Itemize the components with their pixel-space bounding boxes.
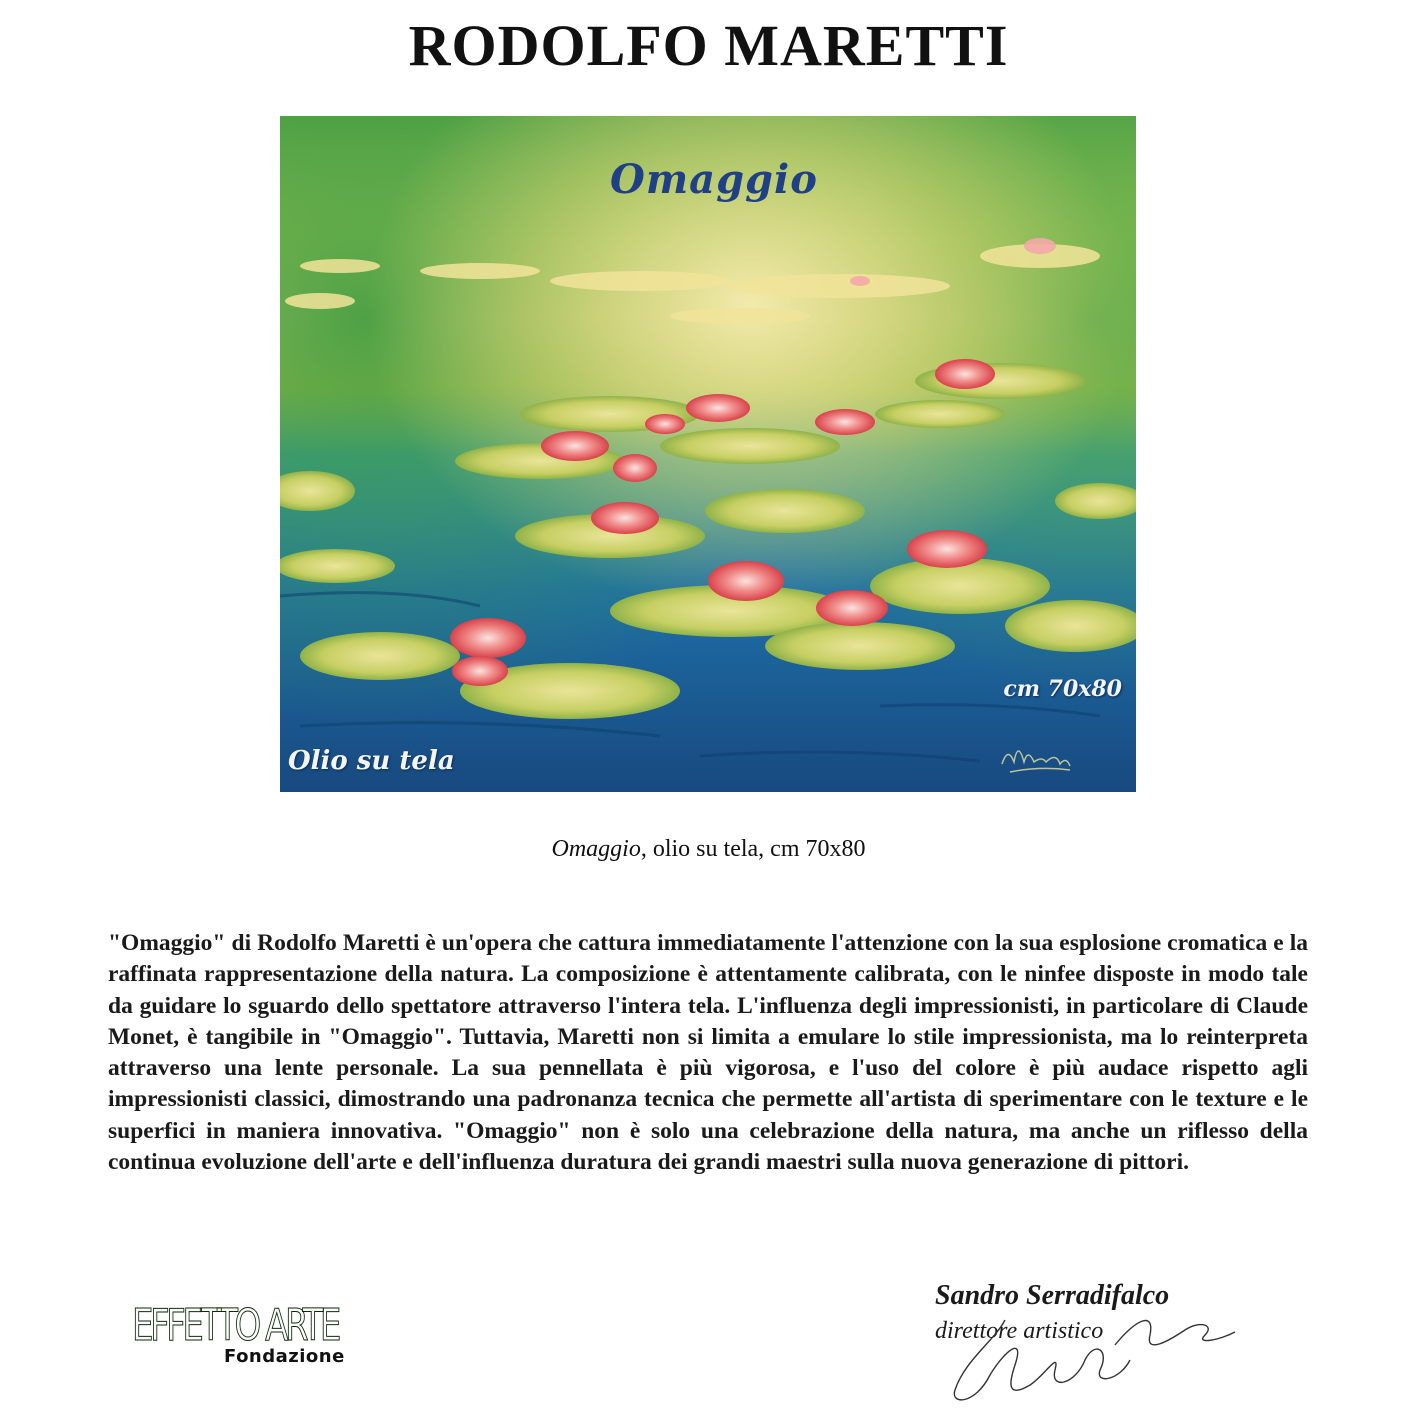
artwork-description: "Omaggio" di Rodolfo Maretti è un'opera che cattura immediatamente l'attenzione con la sua esplosione cromatica e la raffinata rappresentazione della natura. La composizione è attentamente calibrata, con le ninfee disposte in modo tale da guidare lo sguardo dello spettatore attraverso l'intera tela. L'influenza degli impressionisti, in particolare di Claude Monet, è tangibile in "Omaggio". Tuttavia, Maretti non si limita a emulare lo stile impressionista, ma lo reinterpreta attraverso una lente personale. La sua pennellata è più vigorosa, e l'uso del colore è più audace rispetto agli impressionisti classici, dimostrando una padronanza tecnica che permette all'artista di sperimentare con le texture e le superfici in maniera innovativa. "Omaggio" non è solo una celebrazione della natura, ma anche un riflesso della continua evoluzione dell'arte e dell'influenza duratura dei grandi maestri sulla nuova generazione di pittori. (108, 930, 1308, 1176)
logo-sub-text: Fondazione (224, 1346, 345, 1367)
signature-block (935, 1280, 1315, 1410)
logo-main-text: EFFETTO ARTE (132, 1300, 338, 1351)
painting-medium-overlay: Olio su tela (288, 746, 455, 776)
painting-image (280, 116, 1136, 792)
foundation-logo (132, 1300, 392, 1380)
painting-title-overlay: Omaggio (610, 156, 818, 203)
signer-name: Sandro Serradifalco (935, 1280, 1170, 1311)
artwork-caption (0, 836, 1417, 863)
signer-role: direttore artistico (935, 1318, 1104, 1344)
caption-title: Omaggio (551, 836, 641, 862)
artist-title: RODOLFO MARETTI (408, 13, 1009, 78)
handwritten-signature (935, 1280, 1315, 1410)
caption-details: , olio su tela, cm 70x80 (640, 836, 866, 862)
painting-size-overlay: cm 70x80 (1003, 676, 1122, 702)
